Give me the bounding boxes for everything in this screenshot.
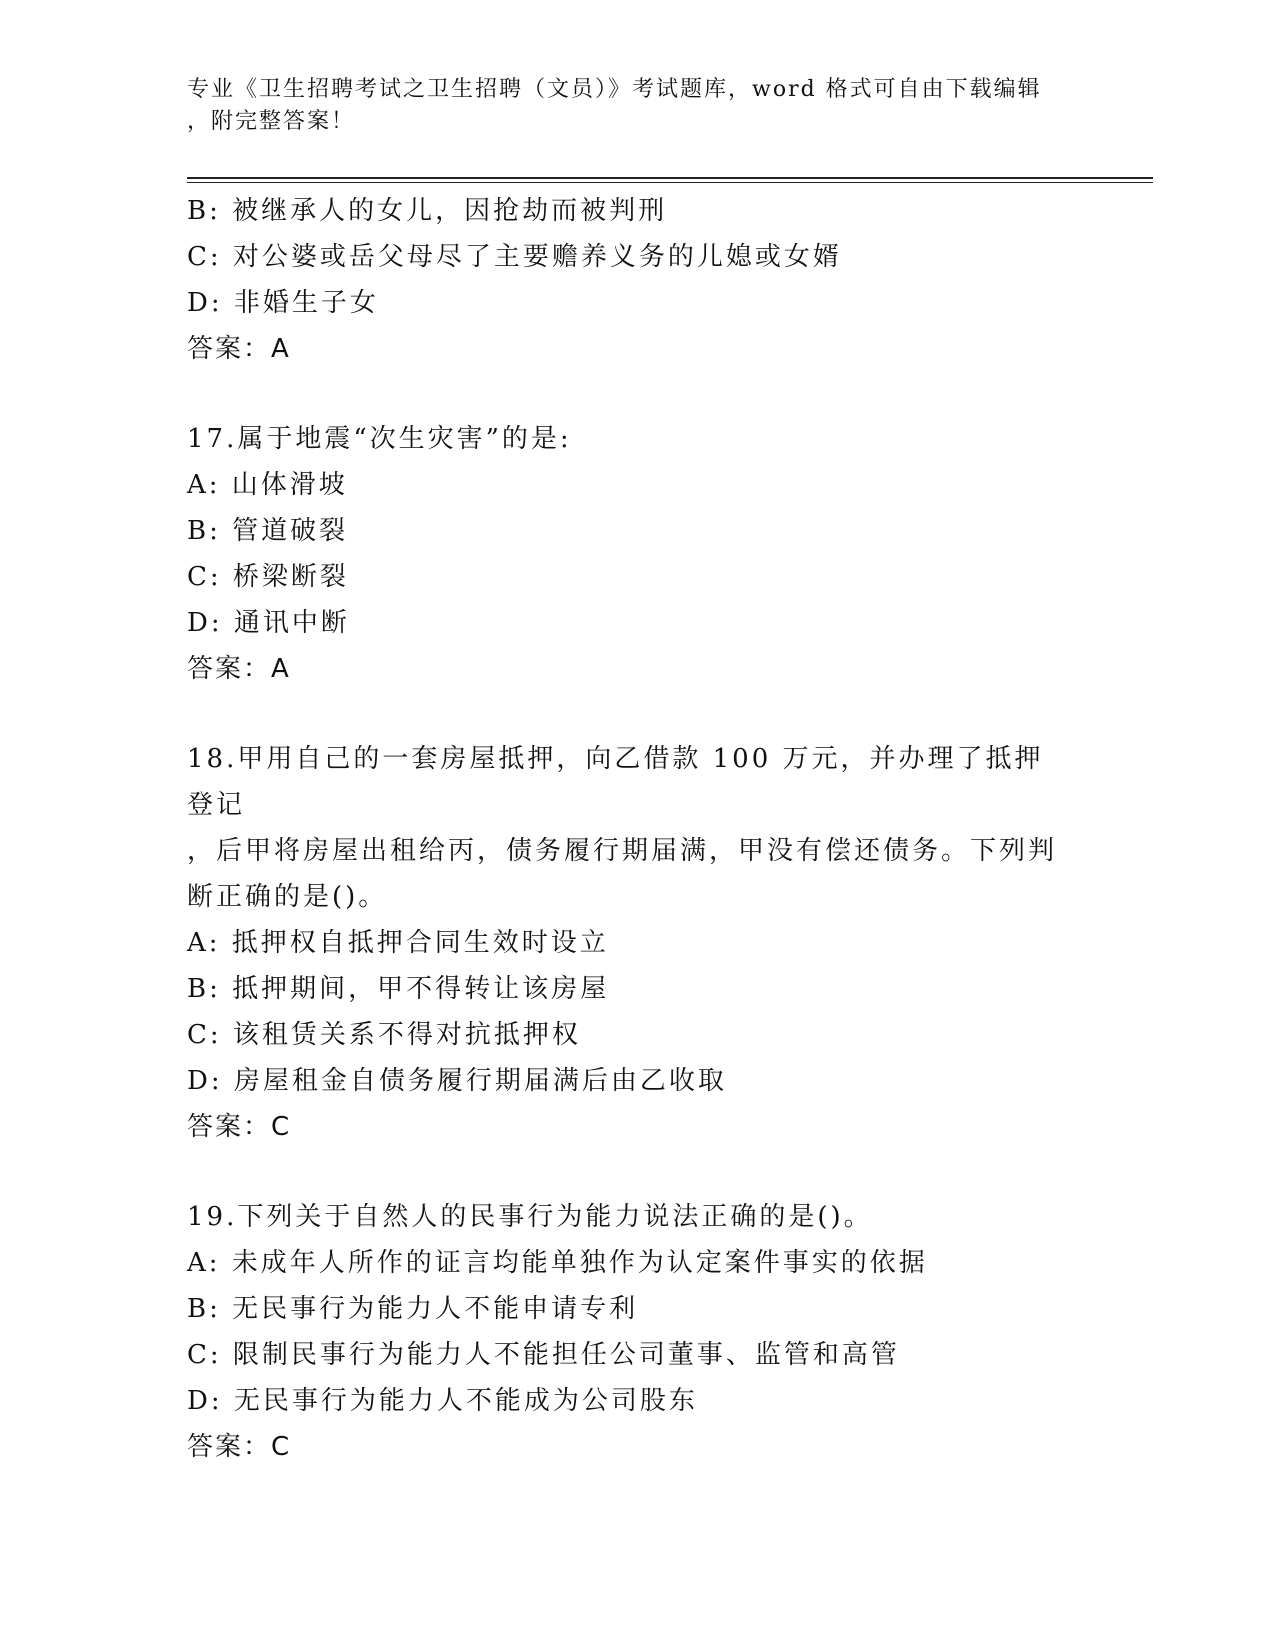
answer: 答案：C (187, 1432, 292, 1462)
question-stem-line-3: 断正确的是()。 (187, 882, 388, 912)
option-c: C: 限制民事行为能力人不能担任公司董事、监管和高管 (187, 1340, 900, 1370)
option-c: C: 桥梁断裂 (187, 562, 349, 592)
header-rule-top (187, 177, 1153, 179)
question-stem: 19.下列关于自然人的民事行为能力说法正确的是()。 (187, 1202, 873, 1232)
answer: 答案：C (187, 1112, 292, 1142)
answer: 答案：A (187, 334, 291, 364)
option-b: B: 无民事行为能力人不能申请专利 (187, 1294, 639, 1324)
option-d: D: 房屋租金自债务履行期届满后由乙收取 (187, 1066, 727, 1096)
option-c: C: 该租赁关系不得对抗抵押权 (187, 1020, 581, 1050)
question-stem-line-2: ，后甲将房屋出租给丙，债务履行期届满，甲没有偿还债务。下列判 (187, 836, 1058, 866)
option-d: D: 无民事行为能力人不能成为公司股东 (187, 1386, 698, 1416)
document-header (187, 74, 1087, 138)
header-rule-bottom (187, 182, 1153, 183)
option-b: B: 被继承人的女儿，因抢劫而被判刑 (187, 196, 668, 226)
option-b: B: 管道破裂 (187, 516, 349, 546)
option-a: A: 抵押权自抵押合同生效时设立 (187, 928, 609, 958)
option-a: A: 未成年人所作的证言均能单独作为认定案件事实的依据 (187, 1248, 928, 1278)
question-stem-line-1: 18.甲用自己的一套房屋抵押，向乙借款 100 万元，并办理了抵押登记 (187, 744, 1044, 820)
option-c: C: 对公婆或岳父母尽了主要赡养义务的儿媳或女婿 (187, 242, 842, 272)
header-line-1: 专业《卫生招聘考试之卫生招聘（文员）》考试题库，word 格式可自由下载编辑 (187, 77, 1042, 102)
question-18 (187, 736, 1087, 1150)
spacer (187, 692, 1087, 736)
question-stem: 17.属于地震“次生灾害”的是: (187, 424, 572, 454)
answer: 答案：A (187, 654, 291, 684)
option-d: D: 非婚生子女 (187, 288, 379, 318)
option-a: A: 山体滑坡 (187, 470, 348, 500)
header-line-2: ，附完整答案！ (187, 109, 356, 134)
question-list (187, 188, 1087, 1470)
spacer (187, 1150, 1087, 1194)
spacer (187, 372, 1087, 416)
option-d: D: 通讯中断 (187, 608, 350, 638)
question-17 (187, 416, 1087, 692)
question-19 (187, 1194, 1087, 1470)
question-16 (187, 188, 1087, 372)
option-b: B: 抵押期间，甲不得转让该房屋 (187, 974, 610, 1004)
